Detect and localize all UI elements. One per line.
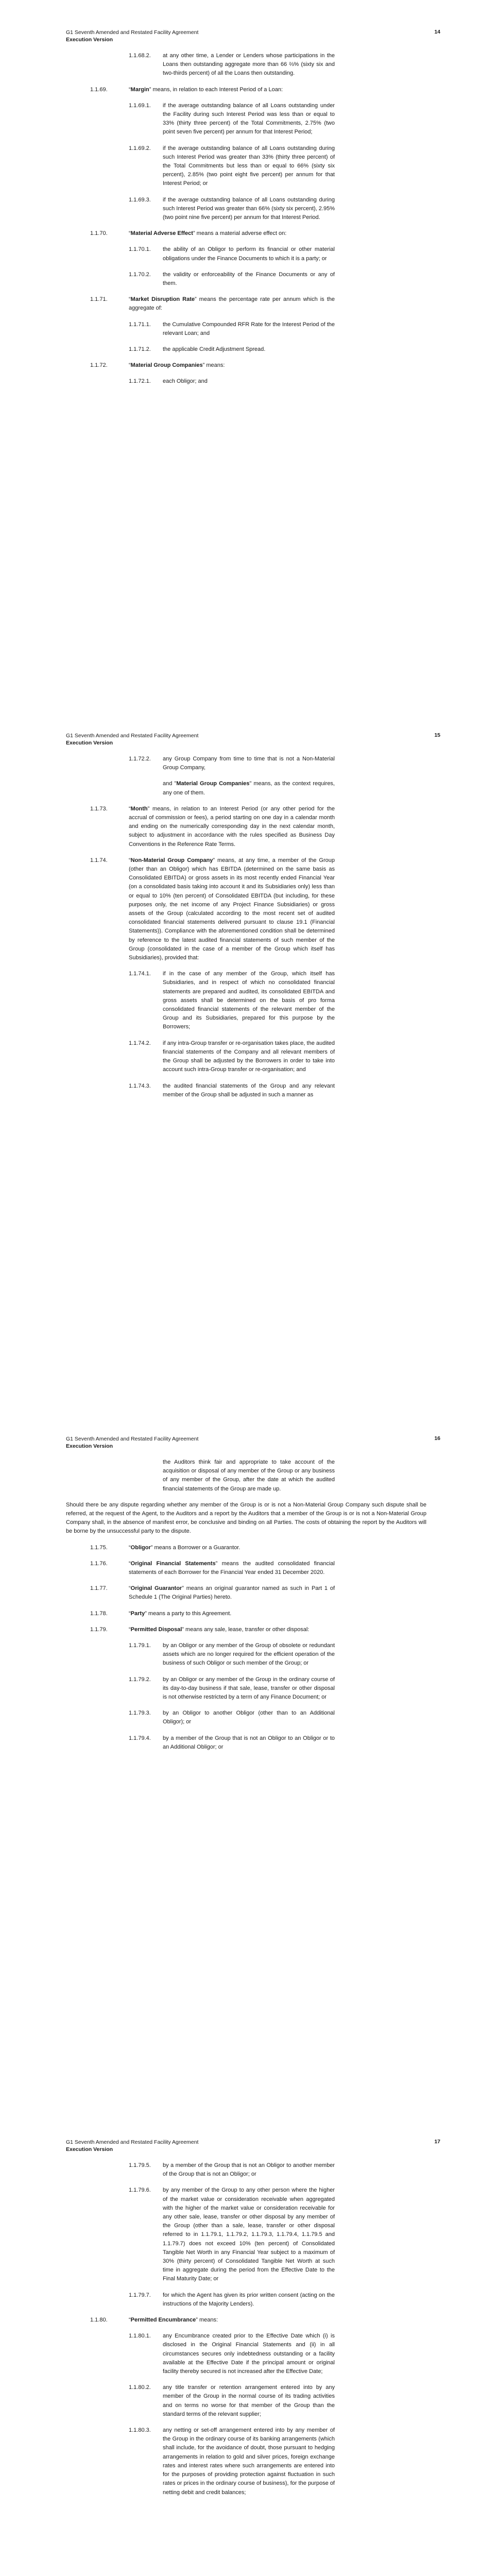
sub-clause: [0, 245, 497, 263]
clause-body: if the average outstanding balance of all Loans outstanding during such Interest Period was greater than 66% (sixty six percent), 2.95% (two point nine five percent) per annum for that Interest Period.: [163, 196, 335, 221]
clause-text: “Margin” means, in relation to each Interest Period of a Loan:: [129, 86, 283, 93]
clause: [0, 805, 497, 849]
clause-body: by a member of the Group that is not an Obligor to an Obligor or to an Additional Obligor; or: [163, 1735, 335, 1750]
defined-term: Non-Material Group Company: [130, 857, 213, 863]
clause-body: means an original guarantor named as such in Part 1 of Schedule 1 (The Original Parties) hereto.: [129, 1585, 335, 1601]
clause-body: means:: [204, 362, 225, 369]
clause-text: [163, 1082, 335, 1099]
clause-number: 1.1.78.: [90, 1610, 108, 1617]
clause-number: 1.1.68.2.: [129, 53, 151, 59]
clause-number: 1.1.74.3.: [129, 1082, 151, 1089]
clause: [0, 856, 497, 962]
clause: [0, 361, 497, 370]
clause-body: means the audited consolidated financial statements of each Borrower for the Financial Year ended 31 December 2020.: [129, 1560, 335, 1576]
sub-clause: [0, 1675, 497, 1702]
clause-body: if in the case of any member of the Group, which itself has Subsidiaries, and in respect of which no consolidated financial statements are prepared and audited, its consolidated EBITDA and gross assets shall be determined on the basis of pro forma consolidated financial statements of the relevant member of the Group and its Subsidiaries, prepared for this purpose by the Borrowers;: [163, 971, 335, 1030]
sub-clause: [0, 970, 497, 1031]
clause-body: each Obligor; and: [163, 378, 208, 385]
clause-body: means a material adverse effect on:: [195, 230, 287, 237]
clause-number: 1.1.74.: [90, 857, 108, 863]
clause-number: 1.1.70.2.: [129, 271, 151, 278]
clause-text: [163, 245, 335, 263]
clause-body: the applicable Credit Adjustment Spread.: [163, 346, 266, 353]
page-header: [66, 29, 198, 43]
sub-clause: [0, 101, 497, 137]
paragraph: [0, 779, 497, 797]
page-body: [0, 1458, 497, 1759]
defined-term: Material Group Companies: [176, 781, 250, 787]
clause-body: by an Obligor or any member of the Group of obsolete or redundant assets which are no longer required for the efficient operation of the business of such Obligor or such member of the Group; or: [163, 1642, 335, 1667]
clause-body: means, in relation to an Interest Period (or any other period for the accrual of commission or fees), a period starting on one day in a calendar month and ending on the numerically corresponding day in the next calendar month, subject to adjustment in accordance with the rules specified as Business Day Conventions in the Reference Rate Terms.: [129, 805, 335, 848]
clause: [0, 1544, 497, 1552]
page-header: [66, 1435, 198, 1450]
clause-text: “Permitted Encumbrance” means:: [129, 2317, 218, 2324]
document-page: [0, 703, 497, 1406]
clause-body: by a member of the Group that is not an Obligor to another member of the Group that is not an Obligor; or: [163, 2162, 335, 2178]
sub-clause: [0, 2332, 497, 2376]
clause-body: any Encumbrance created prior to the Effective Date which (i) is disclosed in the Original Financial Statements and (ii) in all circumstances secures only indebtedness outstanding or a facility available at the Effective Date if the principal amount or original facility thereby secured is not increased after the Effective Date;: [163, 2333, 335, 2375]
clause-number: 1.1.79.3.: [129, 1710, 151, 1717]
clause-body: at any other time, a Lender or Lenders whose participations in the Loans then outstanding aggregate more than 66 ⅔% (sixty six and two-thirds percent) of all the Loans then outstanding.: [163, 53, 335, 77]
clause-number: 1.1.76.: [90, 1560, 108, 1567]
clause-body: " means, as the context requires, any one of them.: [163, 781, 335, 796]
sub-clause: [0, 2426, 497, 2497]
defined-term: Original Guarantor: [130, 1585, 182, 1592]
clause-number: 1.1.79.1.: [129, 1642, 151, 1649]
clause-body: if any intra-Group transfer or re-organisation takes place, the audited financial statements of the Company and all relevant members of the Group shall be adjusted by the Borrowers in order to take into account such intra-Group transfer or re-organisation; and: [163, 1040, 335, 1073]
clause-body: the ability of an Obligor to perform its financial or other material obligations under the Finance Documents to which it is a party; or: [163, 246, 335, 262]
clause-text: [163, 2383, 335, 2419]
clause: [0, 2316, 497, 2325]
clause-body: the Auditors think fair and appropriate to take account of the acquisition or disposal of any member of the Group or any business of any member of the Group, after the date at which the audited financial statements of the Group are made up.: [163, 1459, 335, 1492]
clause-number: 1.1.72.: [90, 362, 108, 369]
sub-clause: [0, 270, 497, 288]
sub-clause: [0, 1734, 497, 1752]
clause-body: if the average outstanding balance of all Loans outstanding during such Interest Period was greater than 33% (thirty three percent) of the Total Commitments but less than or equal to 66% (sixty six percent), 2.85% (two point eight five percent) per annum for that Interest Period; or: [163, 145, 335, 187]
clause-text: [163, 779, 335, 797]
clause-text: [163, 52, 335, 78]
clause-text: [163, 320, 335, 338]
clause-number: 1.1.69.1.: [129, 102, 151, 109]
clause-text: [163, 755, 335, 772]
clause-number: 1.1.79.: [90, 1626, 108, 1633]
clause-text: [66, 1501, 426, 1536]
clause-text: [163, 2186, 335, 2283]
clause-body: if the average outstanding balance of all Loans outstanding under the Facility during such Interest Period was less than or equal to 33% (thirty three percent) of the Total Commitments, 2.75% (two point seven five percent) per annum for that Interest Period;: [163, 102, 335, 135]
document-page: [0, 1406, 497, 2110]
sub-clause: [0, 755, 497, 772]
paragraph: [0, 1458, 497, 1494]
defined-term: Market Disruption Rate: [130, 296, 195, 303]
clause: [0, 1584, 497, 1602]
clause-body: means any sale, lease, transfer or other disposal:: [183, 1626, 310, 1633]
defined-term: Material Adverse Effect: [130, 230, 193, 237]
clause-text: [163, 970, 335, 1031]
clause-number: 1.1.79.7.: [129, 2292, 151, 2298]
sub-clause: [0, 345, 497, 354]
sub-clause: [0, 52, 497, 78]
clause: [0, 229, 497, 238]
clause-number: 1.1.71.2.: [129, 346, 151, 353]
clause-text: [163, 1458, 335, 1494]
page-header: [66, 732, 198, 747]
clause-body: Should there be any dispute regarding whether any member of the Group is or is not a Non-Material Group Company such dispute shall be referred, at the request of the Agent, to the Auditors and a report by the Auditors that a member of the Group is or is not a Non-Material Group Company shall, in the absence of manifest error, be conclusive and binding on all Parties. The costs of obtaining the report by the Auditors will be borne by the unsuccessful party to the dispute.: [66, 1501, 426, 1535]
clause-number: 1.1.77.: [90, 1585, 108, 1592]
page-number: 16: [434, 1435, 440, 1442]
clause: [0, 86, 497, 94]
sub-clause: [0, 2383, 497, 2419]
clause-number: 1.1.69.2.: [129, 145, 151, 151]
clause-text: [163, 345, 335, 354]
defined-term: Month: [130, 805, 148, 812]
clause-number: 1.1.73.: [90, 805, 108, 812]
clause-number: 1.1.74.2.: [129, 1040, 151, 1046]
clause-text: [163, 1675, 335, 1702]
clause-body: by an Obligor to another Obligor (other than to an Additional Obligor); or: [163, 1710, 335, 1725]
clause-text: [163, 270, 335, 288]
clause-number: 1.1.79.5.: [129, 2162, 151, 2168]
clause-number: 1.1.69.3.: [129, 196, 151, 203]
header-version: Execution Version: [66, 740, 113, 746]
clause-number: 1.1.80.2.: [129, 2384, 151, 2391]
clause-text: “Material Group Companies” means:: [129, 362, 225, 369]
clause-number: 1.1.79.6.: [129, 2187, 151, 2194]
clause-text: [163, 1709, 335, 1726]
clause-text: “Obligor” means a Borrower or a Guarantor.: [129, 1544, 241, 1551]
sub-clause: [0, 320, 497, 338]
clause-number: 1.1.70.1.: [129, 246, 151, 253]
clause-body: any title transfer or retention arrangement entered into by any member of the Group in the normal course of its trading activities and on terms no worse for that member of the Group than the standard terms of the relevant supplier;: [163, 2384, 335, 2417]
clause-body: means a party to this Agreement.: [146, 1610, 232, 1617]
clause: [0, 1560, 497, 1577]
page-body: [0, 52, 497, 394]
header-version: Execution Version: [66, 37, 113, 43]
clause-number: 1.1.71.1.: [129, 321, 151, 328]
page-number: 15: [434, 732, 440, 738]
clause-body: by any member of the Group to any other person where the higher of the market value or consideration receivable when aggregated with the higher of the market value or consideration receivable for any other sale, lease, transfer or other disposal by any member of the Group (other than a sale, lease, transfer or other disposal referred to in 1.1.79.1, 1.1.79.2, 1.1.79.3, 1.1.79.4, 1.1.79.5 and 1.1.79.7) does not exceed 10% (ten percent) of Consolidated Tangible Net Worth in any Financial Year subject to a maximum of 30% (thirty percent) of Consolidated Tangible Net Worth at such time in aggregate during the period from the Effective Date to the Final Maturity Date; or: [163, 2187, 335, 2282]
clause-text: [163, 1039, 335, 1075]
clause-number: 1.1.80.: [90, 2317, 108, 2324]
clause-text: [163, 144, 335, 189]
sub-clause: [0, 2161, 497, 2179]
clause-body: the audited financial statements of the Group and any relevant member of the Group shall be adjusted in such a manner as: [163, 1082, 335, 1098]
clause-number: 1.1.80.1.: [129, 2333, 151, 2340]
defined-term: Permitted Encumbrance: [130, 2317, 196, 2324]
defined-term: Party: [130, 1610, 145, 1617]
clause-text: [163, 2426, 335, 2497]
page-body: [0, 755, 497, 1107]
clause-text: “Market Disruption Rate” means the percentage rate per annum which is the aggregate of:: [129, 296, 335, 312]
clause-text: “Original Guarantor” means an original guarantor named as such in Part 1 of Schedule 1 (The Original Parties) hereto.: [129, 1585, 335, 1601]
clause-body: means, at any time, a member of the Group (other than an Obligor) which has EBITDA (determined on the same basis as Consolidated EBITDA) or gross assets in its most recently ended Financial Year (on a consolidated basis taking into account it and its Subsidiaries only) less than or equal to 10% (ten percent) of Consolidated EBITDA (but including, for these purposes only, the net income of any Project Finance Subsidiaries) or gross assets of the Group (calculated according to the most recent set of audited consolidated financial statements delivered pursuant to clause 19.1 (Financial Statements)). Compliance with the aforementioned condition shall be determined by reference to the latest audited financial statements of such member of the Group (consolidated in the case of a member of the Group which itself has Subsidiaries), provided that:: [129, 857, 335, 961]
clause-number: 1.1.72.1.: [129, 378, 151, 385]
sub-clause: [0, 377, 497, 386]
clause-text: [163, 2291, 335, 2309]
header-title: G1 Seventh Amended and Restated Facility Agreement: [66, 29, 199, 36]
clause-number: 1.1.80.3.: [129, 2427, 151, 2434]
clause-text: [163, 1734, 335, 1752]
clause-body: means:: [197, 2317, 218, 2324]
clause-text: [163, 2332, 335, 2376]
document-page: [0, 2110, 497, 2576]
clause-text: “Material Adverse Effect” means a material adverse effect on:: [129, 230, 287, 237]
clause-text: [163, 1641, 335, 1668]
clause-number: 1.1.69.: [90, 86, 108, 93]
clause-body: by an Obligor or any member of the Group in the ordinary course of its day-to-day business if that sale, lease, transfer or other disposal is not otherwise restricted by a term of any Finance Document; or: [163, 1676, 335, 1701]
clause-body: any netting or set-off arrangement entered into by any member of the Group in the ordinary course of its banking arrangements (which shall include, for the avoidance of doubt, those pursuant to hedging arrangements in relation to gold and silver prices, foreign exchange rates and interest rates where such arrangements are entered into for the purposes of providing protection against fluctuation in such rates or prices in the ordinary course of business), for the purpose of netting debit and credit balances;: [163, 2427, 335, 2496]
clause-text: [163, 377, 335, 386]
header-title: G1 Seventh Amended and Restated Facility Agreement: [66, 2139, 199, 2145]
header-version: Execution Version: [66, 2146, 113, 2153]
page-number: 17: [434, 2139, 440, 2145]
paragraph: [0, 1501, 497, 1536]
defined-term: Original Financial Statements: [130, 1560, 216, 1567]
document-page: [0, 0, 497, 703]
clause-number: 1.1.72.2.: [129, 756, 151, 762]
clause-body: the Cumulative Compounded RFR Rate for the Interest Period of the relevant Loan; and: [163, 321, 335, 336]
lead-text: and ": [163, 781, 177, 787]
defined-term: Material Group Companies: [130, 362, 203, 369]
clause-number: 1.1.74.1.: [129, 971, 151, 977]
defined-term: Obligor: [130, 1544, 151, 1551]
header-title: G1 Seventh Amended and Restated Facility Agreement: [66, 1436, 199, 1442]
clause-body: for which the Agent has given its prior written consent (acting on the instructions of the Majority Lenders).: [163, 2292, 335, 2307]
sub-clause: [0, 2186, 497, 2283]
clause-body: means the percentage rate per annum which is the aggregate of:: [129, 296, 335, 312]
sub-clause: [0, 2291, 497, 2309]
sub-clause: [0, 144, 497, 189]
page-number: 14: [434, 29, 440, 35]
clause-text: [163, 101, 335, 137]
clause-text: [163, 196, 335, 223]
clause-number: 1.1.75.: [90, 1544, 108, 1551]
page-body: [0, 2161, 497, 2504]
clause-body: means, in relation to each Interest Period of a Loan:: [151, 86, 283, 93]
sub-clause: [0, 1641, 497, 1668]
clause-number: 1.1.71.: [90, 296, 108, 303]
clause-text: [163, 2161, 335, 2179]
clause-number: 1.1.70.: [90, 230, 108, 237]
sub-clause: [0, 196, 497, 223]
header-version: Execution Version: [66, 1443, 113, 1449]
clause: [0, 1625, 497, 1634]
clause-body: the validity or enforceability of the Finance Documents or any of them.: [163, 271, 335, 287]
sub-clause: [0, 1082, 497, 1099]
clause-body: means a Borrower or a Guarantor.: [152, 1544, 241, 1551]
defined-term: Permitted Disposal: [130, 1626, 182, 1633]
sub-clause: [0, 1709, 497, 1726]
clause: [0, 295, 497, 313]
clause-number: 1.1.79.4.: [129, 1735, 151, 1741]
clause-text: “Non-Material Group Company” means, at any time, a member of the Group (other than an Obligor) which has EBITDA (determined on the same basis as Consolidated EBITDA) or gross assets in its most recently ended Financial Year (on a consolidated basis taking into account it and its Subsidiaries only) less than or equal to 10% (ten percent) of Consolidated EBITDA (but including, for these purposes only, the net income of any Project Finance Subsidiaries) or gross assets of the Group (calculated according to the most recent set of audited consolidated financial statements delivered pursuant to clause 19.1 (Financial Statements)). Compliance with the aforementioned condition shall be determined by reference to the latest audited financial statements of such member of the Group (consolidated in the case of a member of the Group which itself has Subsidiaries), provided that:: [129, 857, 335, 961]
clause-text: “Month” means, in relation to an Interest Period (or any other period for the accrual of commission or fees), a period starting on one day in a calendar month and ending on the numerically corresponding day in the next calendar month, subject to adjustment in accordance with the rules specified as Business Day Conventions in the Reference Rate Terms.: [129, 805, 335, 848]
clause: [0, 1609, 497, 1618]
clause-text: “Party” means a party to this Agreement.: [129, 1610, 232, 1617]
defined-term: Margin: [130, 86, 149, 93]
header-title: G1 Seventh Amended and Restated Facility Agreement: [66, 733, 199, 739]
clause-text: “Permitted Disposal” means any sale, lease, transfer or other disposal:: [129, 1626, 310, 1633]
clause-number: 1.1.79.2.: [129, 1676, 151, 1683]
page-header: [66, 2139, 198, 2153]
sub-clause: [0, 1039, 497, 1075]
clause-body: any Group Company from time to time that is not a Non-Material Group Company,: [163, 756, 335, 771]
clause-text: “Original Financial Statements” means the audited consolidated financial statements of each Borrower for the Financial Year ended 31 December 2020.: [129, 1560, 335, 1576]
